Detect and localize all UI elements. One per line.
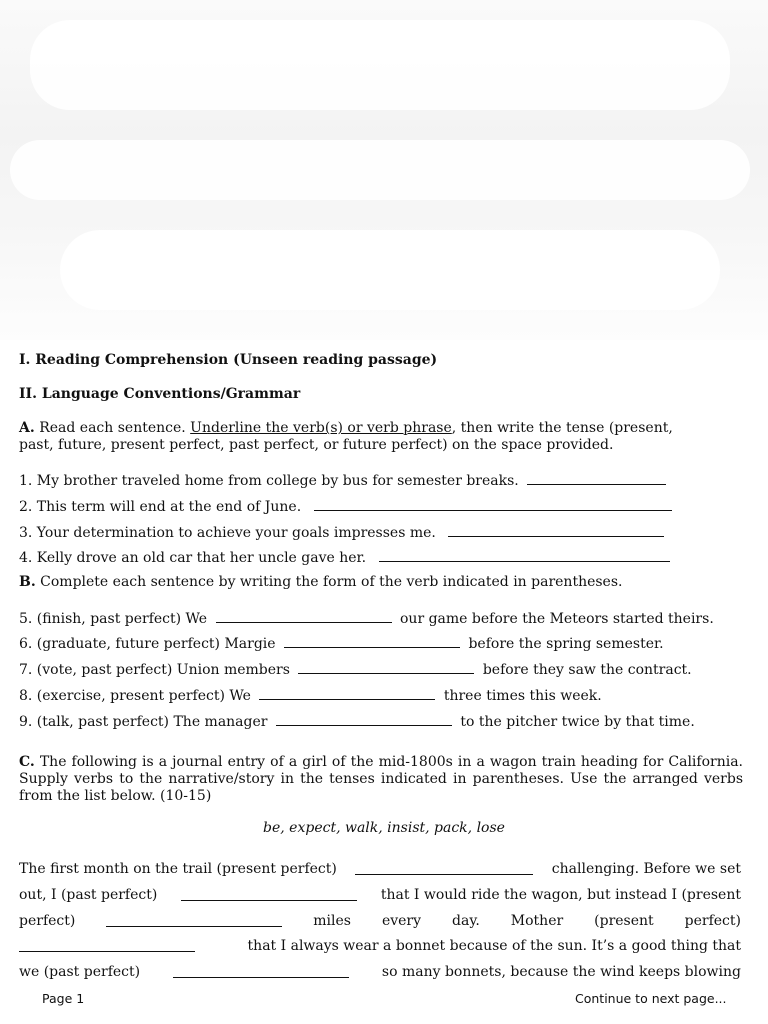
journal-word: perfect) — [19, 913, 76, 929]
journal-line-2 — [19, 887, 741, 903]
journal-word: (present — [594, 913, 654, 929]
journal-line-4-text: that I always wear a bonnet because of the sun. It’s a good thing that — [247, 938, 741, 954]
journal-line-1-end: challenging. Before we set — [551, 861, 741, 877]
journal-word: day. — [452, 913, 480, 929]
answer-blank-13[interactable] — [19, 938, 195, 952]
journal-line-4 — [19, 938, 741, 954]
answer-blank-11[interactable] — [181, 887, 357, 901]
answer-blank-4[interactable] — [379, 548, 670, 562]
part-a-intro-end: , then write the tense (present, — [451, 420, 673, 436]
question-1-text: 1. My brother traveled home from college by bus for semester breaks. — [19, 473, 519, 489]
answer-blank-5[interactable] — [216, 609, 392, 623]
part-b-intro-text: Complete each sentence by writing the form of the verb indicated in parentheses. — [35, 574, 623, 590]
question-8-prefix: 8. (exercise, present perfect) We — [19, 688, 251, 704]
answer-blank-12[interactable] — [106, 913, 282, 927]
answer-blank-14[interactable] — [173, 964, 349, 978]
part-c-intro-text: The following is a journal entry of a girl of the mid-1800s in a wagon train heading for California. Supply verbs to the narrative/story in the tenses indicated in parentheses. Use the arranged verbs from the list below. (10-15) — [19, 754, 743, 804]
verb-word-list: be, expect, walk, insist, pack, lose — [263, 820, 505, 836]
question-4-text: 4. Kelly drove an old car that her uncle gave her. — [19, 550, 367, 566]
journal-line-5-start: we (past perfect) — [19, 964, 141, 980]
part-c-label: C. — [19, 754, 35, 770]
section-2-title: II. Language Conventions/Grammar — [19, 386, 301, 402]
question-7-prefix: 7. (vote, past perfect) Union members — [19, 662, 290, 678]
part-b-label: B. — [19, 574, 36, 590]
question-9-prefix: 9. (talk, past perfect) The manager — [19, 714, 268, 730]
journal-line-2-end: that I would ride the wagon, but instead I (present — [380, 887, 741, 903]
part-a-underlined-instruction: Underline the verb(s) or verb phrase — [190, 420, 452, 436]
question-1 — [19, 471, 666, 489]
answer-blank-3[interactable] — [448, 523, 664, 537]
journal-line-1 — [19, 861, 741, 877]
question-3 — [19, 523, 664, 541]
journal-line-5 — [19, 964, 741, 980]
journal-line-1-start: The first month on the trail (present perfect) — [19, 861, 337, 877]
page-number: Page 1 — [42, 991, 85, 1006]
question-3-text: 3. Your determination to achieve your goals impresses me. — [19, 525, 436, 541]
answer-blank-6[interactable] — [284, 634, 460, 648]
answer-blank-7[interactable] — [298, 660, 474, 674]
answer-blank-10[interactable] — [355, 861, 533, 875]
question-4 — [19, 548, 670, 566]
continue-note: Continue to next page... — [575, 991, 727, 1006]
part-c-intro — [19, 754, 743, 805]
question-7-suffix: before they saw the contract. — [482, 662, 692, 678]
section-1-title: I. Reading Comprehension (Unseen reading passage) — [19, 352, 438, 368]
erased-header-region — [0, 0, 768, 340]
part-a-intro-line2: past, future, present perfect, past perfect, or future perfect) on the space provided. — [19, 437, 614, 453]
question-5-prefix: 5. (finish, past perfect) We — [19, 611, 208, 627]
journal-line-5-end: so many bonnets, because the wind keeps blowing — [381, 964, 741, 980]
part-b-intro — [19, 574, 622, 590]
journal-word: perfect) — [684, 913, 741, 929]
part-a-intro-start: Read each sentence. — [34, 420, 191, 436]
answer-blank-8[interactable] — [259, 686, 435, 700]
part-a-intro-line1 — [19, 420, 673, 436]
journal-line-3 — [19, 913, 741, 929]
question-5-suffix: our game before the Meteors started theirs. — [400, 611, 714, 627]
question-6 — [19, 634, 664, 652]
journal-word: Mother — [510, 913, 564, 929]
question-9 — [19, 712, 695, 730]
answer-blank-2[interactable] — [314, 497, 672, 511]
question-2 — [19, 497, 672, 515]
answer-blank-9[interactable] — [276, 712, 452, 726]
answer-blank-1[interactable] — [527, 471, 666, 485]
question-8 — [19, 686, 602, 704]
part-a-label: A. — [19, 420, 35, 436]
question-6-suffix: before the spring semester. — [468, 636, 664, 652]
question-2-text: 2. This term will end at the end of June. — [19, 499, 302, 515]
question-8-suffix: three times this week. — [443, 688, 602, 704]
question-9-suffix: to the pitcher twice by that time. — [460, 714, 695, 730]
question-7 — [19, 660, 692, 678]
journal-word: every — [381, 913, 422, 929]
journal-word: miles — [313, 913, 351, 929]
question-6-prefix: 6. (graduate, future perfect) Margie — [19, 636, 276, 652]
question-5 — [19, 609, 714, 627]
journal-line-2-start: out, I (past perfect) — [19, 887, 158, 903]
